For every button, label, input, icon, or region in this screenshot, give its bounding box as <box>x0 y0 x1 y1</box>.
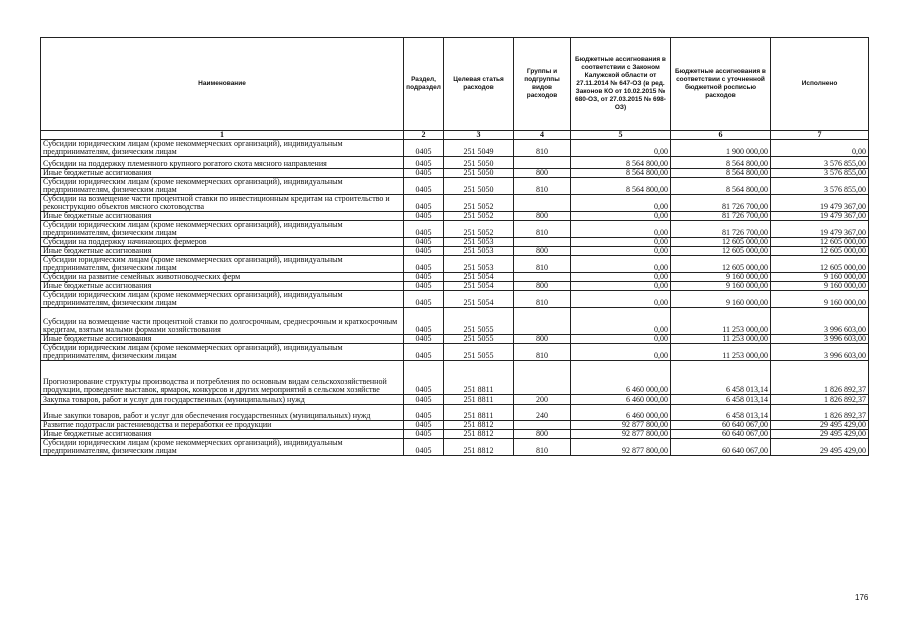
row-article: 251 8811 <box>444 395 514 405</box>
row-group: 810 <box>514 256 571 273</box>
row-name: Субсидии юридическим лицам (кроме некоммерческих организаций), индивидуальным предпринимателям, физическим лицам <box>41 221 404 238</box>
row-section: 0405 <box>404 430 444 439</box>
row-article: 251 5050 <box>444 157 514 169</box>
row-article: 251 5052 <box>444 195 514 212</box>
row-group: 800 <box>514 430 571 439</box>
row-law-allocation: 0,00 <box>571 221 671 238</box>
row-executed: 1 826 892,37 <box>771 395 869 405</box>
row-group <box>514 361 571 395</box>
row-article: 251 5053 <box>444 256 514 273</box>
row-article: 251 5053 <box>444 247 514 256</box>
row-name: Субсидии на развитие семейных животноводческих ферм <box>41 273 404 282</box>
row-section: 0405 <box>404 405 444 421</box>
row-law-allocation: 6 460 000,00 <box>571 395 671 405</box>
row-refined-allocation: 6 458 013,14 <box>671 395 771 405</box>
table-row <box>41 157 869 169</box>
column-number: 5 <box>571 131 671 140</box>
row-refined-allocation: 81 726 700,00 <box>671 212 771 221</box>
row-group: 800 <box>514 247 571 256</box>
row-section: 0405 <box>404 238 444 247</box>
row-article: 251 5054 <box>444 282 514 291</box>
row-refined-allocation: 8 564 800,00 <box>671 157 771 169</box>
row-group: 810 <box>514 178 571 195</box>
row-law-allocation: 0,00 <box>571 212 671 221</box>
row-executed: 1 826 892,37 <box>771 405 869 421</box>
row-executed: 19 479 367,00 <box>771 195 869 212</box>
table-row <box>41 256 869 273</box>
row-refined-allocation: 81 726 700,00 <box>671 221 771 238</box>
row-group <box>514 421 571 430</box>
row-name: Субсидии на поддержку племенного крупного рогатого скота мясного направления <box>41 157 404 169</box>
row-executed: 3 996 603,00 <box>771 344 869 361</box>
row-article: 251 8811 <box>444 361 514 395</box>
page-number: 176 <box>855 593 869 602</box>
row-executed: 29 495 429,00 <box>771 421 869 430</box>
row-name: Субсидии на возмещение части процентной ставки по долгосрочным, среднесрочным и краткосрочным кредитам, взятым малыми формами хозяйствования <box>41 308 404 335</box>
row-group <box>514 195 571 212</box>
row-name: Субсидии юридическим лицам (кроме некоммерческих организаций), индивидуальным предпринимателям, физическим лицам <box>41 291 404 308</box>
row-section: 0405 <box>404 335 444 344</box>
row-law-allocation: 0,00 <box>571 273 671 282</box>
header-refined-allocation: Бюджетные ассигнования в соответствии с уточненной бюджетной росписью расходов <box>671 38 771 131</box>
table-row <box>41 273 869 282</box>
table-row <box>41 439 869 456</box>
row-law-allocation: 0,00 <box>571 282 671 291</box>
row-section: 0405 <box>404 395 444 405</box>
row-article: 251 8812 <box>444 439 514 456</box>
row-section: 0405 <box>404 439 444 456</box>
row-refined-allocation: 12 605 000,00 <box>671 256 771 273</box>
row-law-allocation: 0,00 <box>571 247 671 256</box>
header-article: Целевая статья расходов <box>444 38 514 131</box>
row-name: Субсидии юридическим лицам (кроме некоммерческих организаций), индивидуальным предпринимателям, физическим лицам <box>41 140 404 157</box>
row-group <box>514 238 571 247</box>
table-row <box>41 247 869 256</box>
table-row <box>41 395 869 405</box>
row-executed: 12 605 000,00 <box>771 247 869 256</box>
table-row <box>41 421 869 430</box>
row-refined-allocation: 9 160 000,00 <box>671 291 771 308</box>
row-executed: 3 576 855,00 <box>771 157 869 169</box>
row-name: Субсидии на возмещение части процентной ставки по инвестиционным кредитам на строительство и реконструкцию объектов мясного скотоводства <box>41 195 404 212</box>
row-group: 800 <box>514 282 571 291</box>
column-number: 7 <box>771 131 869 140</box>
row-group <box>514 308 571 335</box>
column-number: 6 <box>671 131 771 140</box>
row-group: 800 <box>514 335 571 344</box>
row-name: Иные бюджетные ассигнования <box>41 282 404 291</box>
row-section: 0405 <box>404 256 444 273</box>
table-row <box>41 405 869 421</box>
row-law-allocation: 6 460 000,00 <box>571 405 671 421</box>
row-article: 251 8811 <box>444 405 514 421</box>
row-refined-allocation: 60 640 067,00 <box>671 439 771 456</box>
row-refined-allocation: 8 564 800,00 <box>671 178 771 195</box>
row-article: 251 5055 <box>444 335 514 344</box>
row-name: Субсидии юридическим лицам (кроме некоммерческих организаций), индивидуальным предпринимателям, физическим лицам <box>41 256 404 273</box>
row-name: Иные бюджетные ассигнования <box>41 335 404 344</box>
header-row <box>41 38 869 131</box>
row-law-allocation: 6 460 000,00 <box>571 361 671 395</box>
row-section: 0405 <box>404 361 444 395</box>
row-law-allocation: 92 877 800,00 <box>571 430 671 439</box>
row-executed: 29 495 429,00 <box>771 439 869 456</box>
row-article: 251 5055 <box>444 308 514 335</box>
row-group <box>514 273 571 282</box>
row-executed: 19 479 367,00 <box>771 221 869 238</box>
column-number: 3 <box>444 131 514 140</box>
row-law-allocation: 8 564 800,00 <box>571 157 671 169</box>
row-refined-allocation: 60 640 067,00 <box>671 421 771 430</box>
row-group: 200 <box>514 395 571 405</box>
row-group: 810 <box>514 291 571 308</box>
row-law-allocation: 92 877 800,00 <box>571 421 671 430</box>
table-row <box>41 140 869 157</box>
row-name: Закупка товаров, работ и услуг для государственных (муниципальных) нужд <box>41 395 404 405</box>
row-section: 0405 <box>404 273 444 282</box>
row-name: Иные закупки товаров, работ и услуг для обеспечения государственных (муниципальных) нужд <box>41 405 404 421</box>
table-row <box>41 344 869 361</box>
row-name: Иные бюджетные ассигнования <box>41 430 404 439</box>
row-name: Субсидии юридическим лицам (кроме некоммерческих организаций), индивидуальным предпринимателям, физическим лицам <box>41 344 404 361</box>
row-executed: 12 605 000,00 <box>771 256 869 273</box>
table-row <box>41 221 869 238</box>
row-executed: 3 996 603,00 <box>771 335 869 344</box>
row-executed: 3 996 603,00 <box>771 308 869 335</box>
row-executed: 29 495 429,00 <box>771 430 869 439</box>
column-number-row <box>41 131 869 140</box>
row-section: 0405 <box>404 282 444 291</box>
row-refined-allocation: 6 458 013,14 <box>671 361 771 395</box>
row-refined-allocation: 6 458 013,14 <box>671 405 771 421</box>
row-article: 251 8812 <box>444 430 514 439</box>
row-section: 0405 <box>404 247 444 256</box>
row-law-allocation: 8 564 800,00 <box>571 169 671 178</box>
row-article: 251 5052 <box>444 221 514 238</box>
row-refined-allocation: 60 640 067,00 <box>671 430 771 439</box>
column-number: 1 <box>41 131 404 140</box>
row-law-allocation: 0,00 <box>571 335 671 344</box>
table-row <box>41 430 869 439</box>
row-executed: 1 826 892,37 <box>771 361 869 395</box>
row-law-allocation: 0,00 <box>571 256 671 273</box>
row-section: 0405 <box>404 221 444 238</box>
row-law-allocation: 0,00 <box>571 344 671 361</box>
row-executed: 9 160 000,00 <box>771 291 869 308</box>
table-row <box>41 335 869 344</box>
row-article: 251 5050 <box>444 178 514 195</box>
row-refined-allocation: 11 253 000,00 <box>671 344 771 361</box>
row-name: Развитие подотрасли растениеводства и переработки ее продукции <box>41 421 404 430</box>
row-name: Иные бюджетные ассигнования <box>41 212 404 221</box>
row-section: 0405 <box>404 178 444 195</box>
row-group: 810 <box>514 140 571 157</box>
row-executed: 0,00 <box>771 140 869 157</box>
row-name: Субсидии юридическим лицам (кроме некоммерческих организаций), индивидуальным предпринимателям, физическим лицам <box>41 439 404 456</box>
row-section: 0405 <box>404 195 444 212</box>
row-article: 251 5054 <box>444 273 514 282</box>
table-row <box>41 361 869 395</box>
row-name: Прогнозирование структуры производства и потребления по основным видам сельскохозяйственной продукции, проведение выставок, ярмарок, конкурсов и других мероприятий в сельском хозяйстве <box>41 361 404 395</box>
row-section: 0405 <box>404 291 444 308</box>
header-executed: Исполнено <box>771 38 869 131</box>
table-row <box>41 282 869 291</box>
budget-table <box>40 37 869 456</box>
row-article: 251 8812 <box>444 421 514 430</box>
table-row <box>41 178 869 195</box>
row-group: 800 <box>514 169 571 178</box>
row-executed: 19 479 367,00 <box>771 212 869 221</box>
row-article: 251 5052 <box>444 212 514 221</box>
row-law-allocation: 0,00 <box>571 308 671 335</box>
table-row <box>41 212 869 221</box>
row-refined-allocation: 12 605 000,00 <box>671 247 771 256</box>
row-refined-allocation: 11 253 000,00 <box>671 308 771 335</box>
row-name: Субсидии на поддержку начинающих фермеров <box>41 238 404 247</box>
row-section: 0405 <box>404 421 444 430</box>
table-row <box>41 238 869 247</box>
header-name: Наименование <box>41 38 404 131</box>
row-refined-allocation: 8 564 800,00 <box>671 169 771 178</box>
row-section: 0405 <box>404 344 444 361</box>
row-group: 810 <box>514 344 571 361</box>
row-refined-allocation: 81 726 700,00 <box>671 195 771 212</box>
row-executed: 3 576 855,00 <box>771 178 869 195</box>
row-executed: 9 160 000,00 <box>771 282 869 291</box>
row-article: 251 5053 <box>444 238 514 247</box>
row-law-allocation: 8 564 800,00 <box>571 178 671 195</box>
row-law-allocation: 92 877 800,00 <box>571 439 671 456</box>
row-name: Иные бюджетные ассигнования <box>41 169 404 178</box>
table-row <box>41 308 869 335</box>
table-row <box>41 195 869 212</box>
row-law-allocation: 0,00 <box>571 291 671 308</box>
row-article: 251 5054 <box>444 291 514 308</box>
row-group <box>514 157 571 169</box>
row-article: 251 5049 <box>444 140 514 157</box>
row-refined-allocation: 9 160 000,00 <box>671 273 771 282</box>
row-section: 0405 <box>404 308 444 335</box>
row-section: 0405 <box>404 169 444 178</box>
row-refined-allocation: 9 160 000,00 <box>671 282 771 291</box>
row-refined-allocation: 11 253 000,00 <box>671 335 771 344</box>
table-body <box>41 140 869 456</box>
row-section: 0405 <box>404 212 444 221</box>
row-executed: 9 160 000,00 <box>771 273 869 282</box>
table-row <box>41 291 869 308</box>
header-section: Раздел, подраздел <box>404 38 444 131</box>
column-number: 4 <box>514 131 571 140</box>
row-executed: 12 605 000,00 <box>771 238 869 247</box>
row-group: 810 <box>514 221 571 238</box>
row-law-allocation: 0,00 <box>571 238 671 247</box>
row-group: 810 <box>514 439 571 456</box>
row-section: 0405 <box>404 140 444 157</box>
table-row <box>41 169 869 178</box>
column-number: 2 <box>404 131 444 140</box>
row-section: 0405 <box>404 157 444 169</box>
header-law-allocation: Бюджетные ассигнования в соответствии с Законом Калужской области от 27.11.2014 № 647-ОЗ (в ред. Законов КО от 10.02.2015 № 680-ОЗ, от 27.03.2015 № 698-ОЗ) <box>571 38 671 131</box>
header-group: Группы и подгруппы видов расходов <box>514 38 571 131</box>
row-name: Иные бюджетные ассигнования <box>41 247 404 256</box>
row-law-allocation: 0,00 <box>571 195 671 212</box>
row-group: 240 <box>514 405 571 421</box>
row-article: 251 5055 <box>444 344 514 361</box>
row-group: 800 <box>514 212 571 221</box>
row-law-allocation: 0,00 <box>571 140 671 157</box>
row-name: Субсидии юридическим лицам (кроме некоммерческих организаций), индивидуальным предпринимателям, физическим лицам <box>41 178 404 195</box>
row-refined-allocation: 12 605 000,00 <box>671 238 771 247</box>
row-refined-allocation: 1 900 000,00 <box>671 140 771 157</box>
row-article: 251 5050 <box>444 169 514 178</box>
row-executed: 3 576 855,00 <box>771 169 869 178</box>
